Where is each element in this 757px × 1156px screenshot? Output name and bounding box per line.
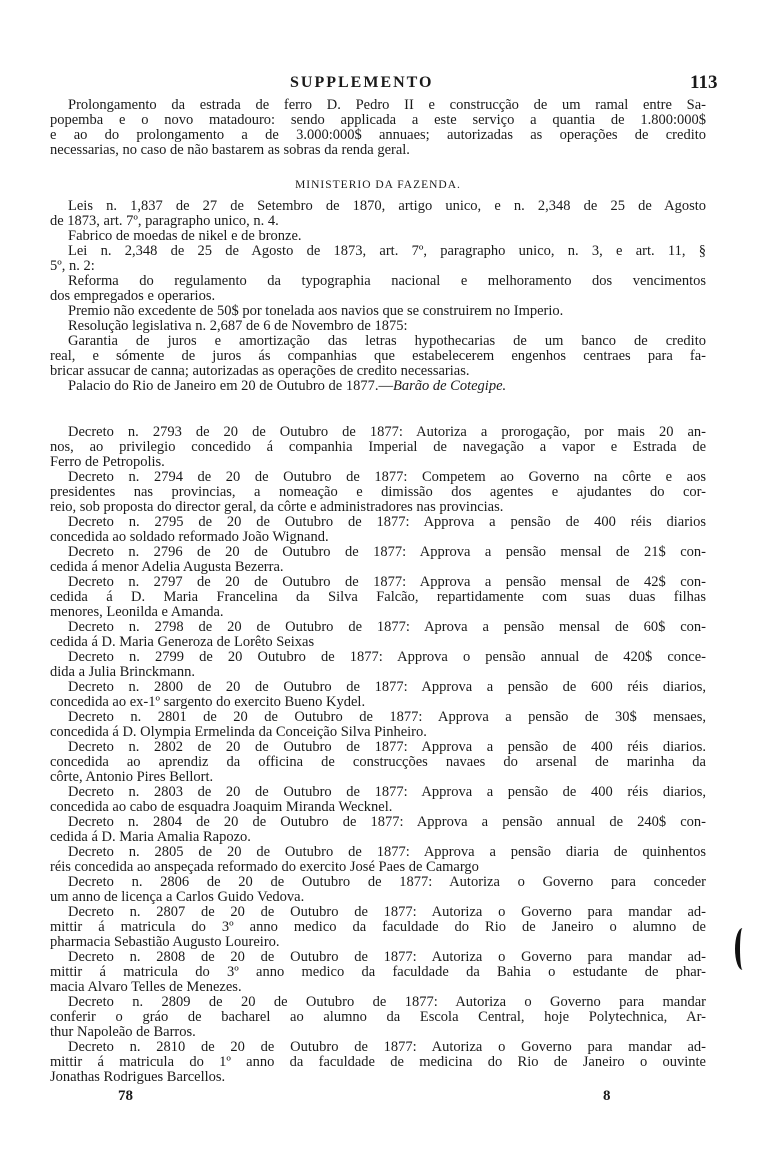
running-title: SUPPLEMENTO [290,74,434,91]
margin-bracket-mark [735,928,750,970]
paragraph [50,470,706,515]
section-decretos [50,425,706,1085]
text-line: nos, ao privilegio concedido á companhia Imperial de navegação a vapor e Estrada de [50,439,706,455]
text-line: Decreto n. 2810 de 20 de Outubro de 1877: Autoriza o Governo para mandar ad- [68,1039,706,1055]
section-fazenda [50,199,706,394]
text-line: pharmacia Sebastião Augusto Loureiro. [50,934,280,950]
page-header [0,74,757,94]
text-line: Decreto n. 2805 de 20 de Outubro de 1877: Approva a pensão diaria de quinhentos [68,844,706,860]
text-line: necessarias, no caso de não bastarem as sobras da renda geral. [50,142,410,158]
signature: Barão de Cotegipe. [392,378,507,394]
paragraph [50,98,706,158]
text-line: Leis n. 1,837 de 27 de Setembro de 1870, artigo unico, e n. 2,348 de 25 de Agosto [68,198,706,214]
text-line: real, e sómente de juros ás companhias que estabelecerem engenhos centraes para fa- [50,348,706,364]
text-line: réis concedida ao anspeçada reformado do exercito José Paes de Camargo [50,859,479,875]
text-line: dos empregados e operarios. [50,288,216,304]
text-line: Lei n. 2,348 de 25 de Agosto de 1873, art. 7º, paragrapho unico, n. 3, e art. 11, § [68,243,706,259]
text-line: Decreto n. 2804 de 20 de Outubro de 1877: Approva a pensão annual de 240$ con- [68,814,706,830]
paragraph [50,199,706,229]
text-line: cedida á D. Maria Generoza de Lorêto Seixas [50,634,315,650]
paragraph [50,740,706,785]
paragraph [50,515,706,545]
text-line: Decreto n. 2808 de 20 de Outubro de 1877: Autoriza o Governo para mandar ad- [68,949,706,965]
text-line: Garantia de juros e amortização das letras hypothecarias de um banco de credito [68,333,706,349]
text-line: concedida ao aprendiz da officina de construcções navaes do arsenal de marinha da [50,754,706,770]
text-line: Decreto n. 2797 de 20 de Outubro de 1877: Approva a pensão mensal de 42$ con- [68,574,706,590]
paragraph [50,905,706,950]
text-line: mittir á matricula do 1º anno da faculdade de medicina do Rio de Janeiro o ouvinte [50,1054,706,1070]
paragraph [50,995,706,1040]
text-line: concedida ao cabo de esquadra Joaquim Miranda Wecknel. [50,799,393,815]
text-line: conferir o gráo de bacharel ao alumno da Escola Central, hoje Polytechnica, Ar- [50,1009,706,1025]
page-number: 113 [690,72,718,93]
section-prolongamento [50,98,706,158]
text-line: Prolongamento da estrada de ferro D. Pedro II e construcção de um ramal entre Sa- [68,97,706,113]
text-line: Palacio do Rio de Janeiro em 20 de Outubro de 1877.—Barão de Cotegipe. [68,378,507,394]
text-line: Reforma do regulamento da typographia nacional e melhoramento dos vencimentos [68,273,706,289]
text-line: concedida ao ex-1º sargento do exercito Bueno Kydel. [50,694,366,710]
text-line: de 1873, art. 7º, paragrapho unico, n. 4. [50,213,279,229]
text-line: e ao do prolongamento a de 3.000:000$ annuaes; autorizadas as operações de credito [50,127,706,143]
paragraph [50,815,706,845]
paragraph [50,379,706,394]
text-line: menores, Leonilda e Amanda. [50,604,224,620]
signature-mark: 78 [118,1088,133,1104]
text-line: Fabrico de moedas de nikel e de bronze. [68,228,302,244]
text-line: côrte, Antonio Pires Bellort. [50,769,214,785]
text-line: macia Alvaro Telles de Menezes. [50,979,242,995]
text-line: popemba e o novo matadouro: sendo applicada a este serviço a quantia de 1.800:000$ [50,112,706,128]
paragraph [50,710,706,740]
text-line: Decreto n. 2798 de 20 de Outubro de 1877: Aprova a pensão mensal de 60$ con- [68,619,706,635]
text-line: Premio não excedente de 50$ por tonelada aos navios que se construirem no Imperio. [68,303,564,319]
paragraph [50,1040,706,1085]
text-line: cedida á D. Maria Amalia Rapozo. [50,829,251,845]
paragraph [50,545,706,575]
text-line: Decreto n. 2799 de 20 Outubro de 1877: Approva o pensão annual de 420$ conce- [68,649,706,665]
text-line: Resolução legislativa n. 2,687 de 6 de Novembro de 1875: [68,318,408,334]
text-line: 5º, n. 2: [50,258,95,274]
text-line: mittir á matricula do 3º anno medico da faculdade do Rio de Janeiro o alumno de [50,919,706,935]
paragraph [50,620,706,650]
text-line: presidentes nas provincias, a nomeação e dimissão dos agentes e ajudantes do cor- [50,484,706,500]
text-line: cedida á D. Maria Francelina da Silva Falcão, repartidamente com suas duas filhas [50,589,706,605]
text-line: Decreto n. 2800 de 20 de Outubro de 1877: Approva a pensão de 600 réis diarios, [68,679,706,695]
text-line: cedida á menor Adelia Augusta Bezerra. [50,559,284,575]
text-line: Decreto n. 2802 de 20 de Outubro de 1877: Approva a pensão de 400 réis diarios. [68,739,706,755]
text-line: um anno de licença a Carlos Guido Vedova. [50,889,305,905]
text-line: Jonathas Rodrigues Barcellos. [50,1069,226,1085]
gathering-number: 8 [603,1088,611,1104]
text-line: reio, sob proposta do director geral, da côrte e administradores nas provincias. [50,499,504,515]
text-line: concedida ao soldado reformado João Wignand. [50,529,329,545]
text-line: dida a Julia Brinckmann. [50,664,195,680]
paragraph [50,334,706,379]
ministry-heading: MINISTERIO DA FAZENDA. [295,179,461,191]
text-line: Decreto n. 2806 de 20 de Outubro de 1877: Autoriza o Governo para conceder [68,874,706,890]
paragraph [50,785,706,815]
text-line: Decreto n. 2801 de 20 de Outubro de 1877: Approva a pensão de 30$ mensaes, [68,709,706,725]
paragraph [50,229,706,244]
text-line: thur Napoleão de Barros. [50,1024,196,1040]
paragraph [50,650,706,680]
text-line: Decreto n. 2795 de 20 de Outubro de 1877: Approva a pensão de 400 réis diarios [68,514,706,530]
text-line: Decreto n. 2793 de 20 de Outubro de 1877: Autoriza a prorogação, por mais 20 an- [68,424,706,440]
paragraph [50,575,706,620]
paragraph [50,319,706,334]
text-line: concedida á D. Olympia Ermelinda da Conceição Silva Pinheiro. [50,724,427,740]
text-line: Decreto n. 2796 de 20 de Outubro de 1877: Approva a pensão mensal de 21$ con- [68,544,706,560]
text-line: Decreto n. 2803 de 20 de Outubro de 1877: Approva a pensão de 400 réis diarios, [68,784,706,800]
text-line: Decreto n. 2807 de 20 de Outubro de 1877: Autoriza o Governo para mandar ad- [68,904,706,920]
text-line: Decreto n. 2794 de 20 de Outubro de 1877: Competem ao Governo na côrte e aos [68,469,706,485]
paragraph [50,845,706,875]
paragraph [50,680,706,710]
paragraph [50,304,706,319]
paragraph [50,950,706,995]
paragraph [50,274,706,304]
text-line: Decreto n. 2809 de 20 de Outubro de 1877: Autoriza o Governo para mandar [68,994,706,1010]
paragraph [50,425,706,470]
paragraph [50,244,706,274]
ministry-heading-wrap [50,178,706,193]
paragraph [50,875,706,905]
text-line: bricar assucar de canna; autorizadas as operações de credito necessarias. [50,363,470,379]
text-line: mittir á matricula do 3º anno medico da faculdade da Bahia o estudante de phar- [50,964,706,980]
text-line: Ferro de Petropolis. [50,454,165,470]
